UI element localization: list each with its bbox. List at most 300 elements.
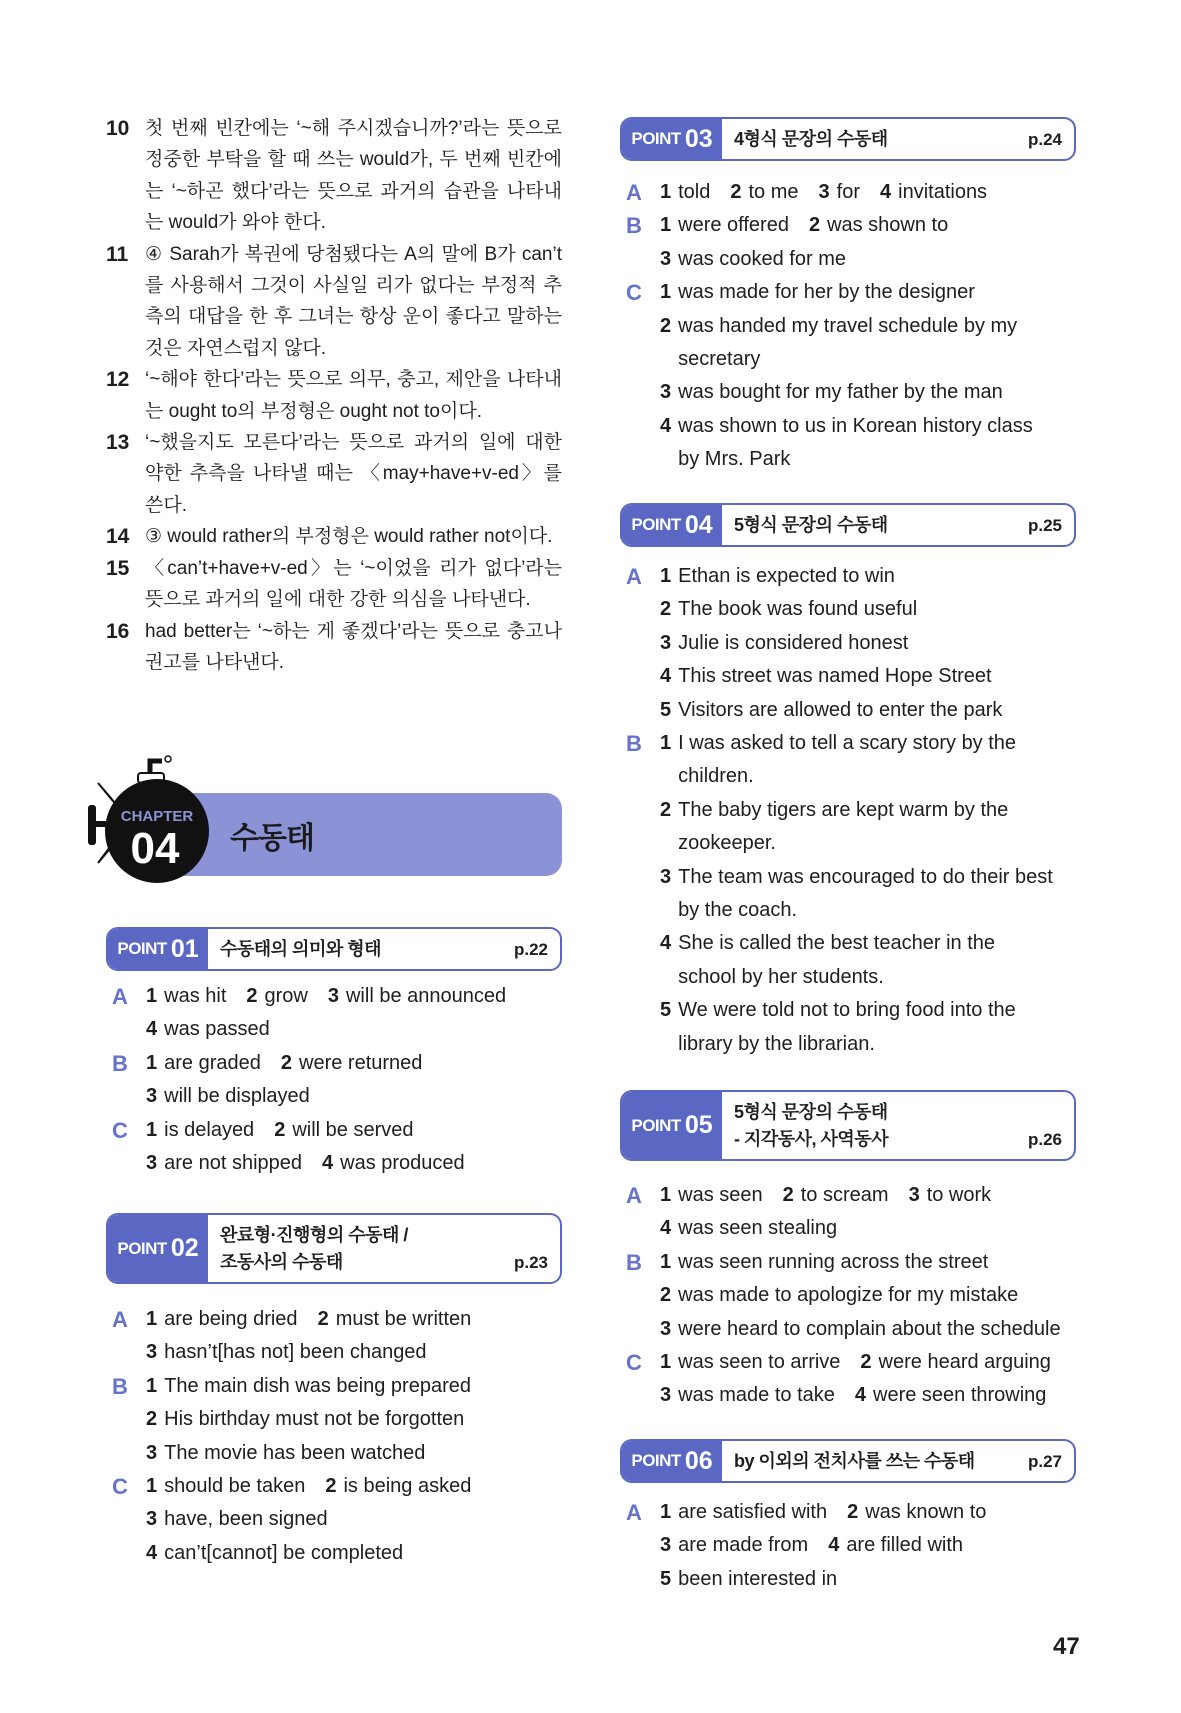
answer-text: is delayed xyxy=(164,1118,255,1141)
point-title-line: 조동사의 수동태 xyxy=(220,1251,343,1272)
answer-number: 3 xyxy=(660,865,672,888)
answer-item xyxy=(855,1379,1047,1412)
answer-text: was seen xyxy=(678,1184,763,1206)
answer-number: 3 xyxy=(660,1534,672,1557)
answer-number: 3 xyxy=(908,1184,920,1206)
answer-item xyxy=(660,660,992,693)
answer-text: hasn’t[has not] been changed xyxy=(164,1341,427,1364)
answer-line xyxy=(626,660,1073,693)
section-letter: A xyxy=(112,1307,128,1332)
answer-line xyxy=(626,1346,1081,1379)
note-item xyxy=(106,113,562,239)
section-letter: A xyxy=(626,1500,642,1525)
answer-item xyxy=(246,980,307,1013)
answer-text: were returned xyxy=(299,1051,423,1074)
chapter-number: 04 xyxy=(130,824,180,873)
answer-text: She is called the best teacher in the school by her students. xyxy=(678,932,995,988)
point-number: 03 xyxy=(684,124,713,153)
answer-item xyxy=(660,376,1003,409)
answer-line xyxy=(112,1047,526,1080)
answer-text: We were told not to bring food into the library by the librarian. xyxy=(678,999,1016,1055)
point-header-03 xyxy=(620,117,1076,161)
answer-text: will be displayed xyxy=(164,1085,310,1108)
answer-item xyxy=(146,980,226,1013)
answer-text: was seen running across the street xyxy=(678,1250,989,1273)
answer-number: 3 xyxy=(146,1085,158,1108)
point-page-ref: p.24 xyxy=(1027,130,1062,149)
note-text: 〈can’t+have+v-ed〉는 ‘~이었을 리가 없다’라는 뜻으로 과거의 일에 대한 강한 의심을 나타낸다. xyxy=(145,557,562,611)
answer-text: been interested in xyxy=(678,1567,838,1590)
answer-line xyxy=(112,1537,491,1570)
section-letter: C xyxy=(626,280,642,306)
answer-line xyxy=(626,310,1053,377)
answer-line xyxy=(112,1437,491,1470)
answer-text: I was asked to tell a scary story by the children. xyxy=(678,732,1017,788)
answer-item xyxy=(847,1496,986,1529)
answer-item xyxy=(146,1537,403,1570)
answer-number: 3 xyxy=(327,985,339,1007)
answer-item xyxy=(146,1013,270,1046)
answer-line xyxy=(626,1279,1081,1312)
point-header-05 xyxy=(620,1090,1076,1161)
answer-item xyxy=(660,593,917,626)
answer-item xyxy=(146,1336,427,1369)
answer-number: 1 xyxy=(146,1308,158,1330)
answer-item xyxy=(660,1346,840,1379)
answer-item xyxy=(660,410,1033,477)
answer-item xyxy=(146,1303,298,1336)
answer-item xyxy=(660,994,1016,1061)
point-title-line: 4형식 문장의 수동태 xyxy=(734,128,888,149)
note-number: 13 xyxy=(106,431,130,455)
answer-line xyxy=(112,1370,491,1403)
answers-point-03 xyxy=(626,176,1053,477)
answer-item xyxy=(819,176,860,209)
point-page-ref: p.26 xyxy=(1027,1130,1062,1149)
answer-text: should be taken xyxy=(164,1475,306,1498)
answer-number: 1 xyxy=(660,281,672,304)
answer-text: The movie has been watched xyxy=(164,1441,426,1464)
answer-item xyxy=(325,1470,471,1503)
answer-number: 1 xyxy=(146,985,158,1007)
answer-number: 4 xyxy=(660,932,672,955)
point-word: POINT xyxy=(631,129,681,148)
answer-item xyxy=(828,1529,963,1562)
answer-line xyxy=(626,560,1073,593)
answer-number: 3 xyxy=(660,247,672,270)
answer-number: 4 xyxy=(660,665,672,688)
answer-number: 3 xyxy=(660,631,672,654)
section-letter: A xyxy=(626,564,642,589)
answer-text: were seen throwing xyxy=(873,1384,1047,1407)
answer-item xyxy=(660,209,789,242)
answer-line xyxy=(112,1114,526,1147)
answer-number: 4 xyxy=(828,1534,840,1557)
answer-number: 3 xyxy=(146,1341,158,1364)
note-text: ‘~해야 한다’라는 뜻으로 의무, 충고, 제안을 나타내는 ought to의 부정형은 ought not to이다. xyxy=(145,369,562,422)
point-title-line: 수동태의 의미와 형태 xyxy=(220,938,381,959)
answer-number: 3 xyxy=(660,381,672,404)
point-title-line: 5형식 문장의 수동태 xyxy=(734,1101,888,1122)
answer-line xyxy=(626,410,1053,477)
point-word: POINT xyxy=(631,515,681,534)
answer-number: 4 xyxy=(322,1152,334,1175)
answer-item xyxy=(660,1279,1018,1312)
answer-number: 3 xyxy=(660,1384,672,1407)
answer-line xyxy=(626,727,1073,794)
answer-text: are made from xyxy=(678,1534,809,1557)
answer-number: 2 xyxy=(860,1351,872,1374)
answer-item xyxy=(146,1147,302,1180)
answer-item xyxy=(660,1313,1061,1346)
point-header-06 xyxy=(620,1439,1076,1483)
answer-line xyxy=(112,980,526,1013)
section-letter: B xyxy=(626,731,642,757)
answer-text: Ethan is expected to win xyxy=(678,565,895,587)
answer-text: was made for her by the designer xyxy=(678,281,975,304)
answer-number: 1 xyxy=(146,1475,158,1498)
answer-text: are satisfied with xyxy=(678,1501,828,1523)
answer-line xyxy=(112,1403,491,1436)
point-title xyxy=(208,1215,560,1282)
note-number: 15 xyxy=(106,556,130,580)
answer-text: was bought for my father by the man xyxy=(678,381,1003,404)
answer-number: 5 xyxy=(660,698,672,721)
answer-line xyxy=(112,1470,491,1503)
answer-number: 2 xyxy=(325,1475,337,1498)
answer-number: 3 xyxy=(146,1441,158,1464)
point-word: POINT xyxy=(631,1451,681,1470)
answer-text: was handed my travel schedule by my secretary xyxy=(678,314,1018,371)
answer-number: 2 xyxy=(660,1284,672,1307)
section-letter: A xyxy=(112,984,128,1009)
answer-number: 2 xyxy=(660,798,672,821)
answer-number: 2 xyxy=(317,1308,329,1330)
answers-point-04 xyxy=(626,560,1073,1061)
section-letter: B xyxy=(112,1050,128,1076)
point-page-ref: p.23 xyxy=(513,1253,548,1272)
answer-text: to scream xyxy=(800,1184,889,1206)
answer-item xyxy=(660,276,975,309)
answer-number: 2 xyxy=(660,598,672,621)
answer-number: 1 xyxy=(660,181,672,203)
answer-item xyxy=(660,1563,837,1596)
note-text: ④ Sarah가 복권에 당첨됐다는 A의 말에 B가 can’t를 사용해서 그것이 사실일 리가 없다는 부정적 추측의 대답을 한 후 그녀는 항상 운이 좋다고 말하는 것은 자연스럽지 않다. xyxy=(145,243,562,359)
note-item xyxy=(106,616,562,679)
answer-text: Julie is considered honest xyxy=(678,631,909,654)
section-letter: C xyxy=(626,1350,642,1376)
answer-line xyxy=(626,1496,1006,1529)
point-number: 04 xyxy=(684,510,713,539)
answer-line xyxy=(626,1246,1081,1279)
answer-item xyxy=(146,1114,254,1147)
point-label xyxy=(622,1092,722,1159)
note-text: ③ would rather의 부정형은 would rather not이다. xyxy=(145,526,553,548)
point-header-04 xyxy=(620,503,1076,547)
answer-number: 4 xyxy=(146,1541,158,1564)
chapter-label: CHAPTER xyxy=(120,808,194,825)
explanation-notes xyxy=(106,113,562,678)
answer-item xyxy=(660,1246,988,1279)
note-item xyxy=(106,427,562,521)
answer-text: was shown to xyxy=(827,214,949,237)
answer-item xyxy=(909,1179,992,1212)
section-letter: A xyxy=(626,1183,642,1208)
answer-text: are not shipped xyxy=(164,1152,303,1175)
answer-number: 1 xyxy=(660,565,672,587)
answer-line xyxy=(626,1379,1081,1412)
point-number: 01 xyxy=(170,934,199,963)
answer-text: was passed xyxy=(164,1018,270,1041)
answer-text: was seen to arrive xyxy=(678,1351,841,1374)
answer-text: told xyxy=(678,181,711,203)
answer-text: will be announced xyxy=(345,985,507,1007)
chapter-title: 수동태 xyxy=(230,822,314,855)
answer-item xyxy=(809,209,948,242)
answer-text: invitations xyxy=(898,181,988,203)
answer-item xyxy=(146,1370,471,1403)
answer-item xyxy=(660,627,908,660)
answer-number: 1 xyxy=(660,1184,672,1206)
answer-text: was cooked for me xyxy=(678,247,846,270)
answer-line xyxy=(626,927,1073,994)
answer-item xyxy=(146,1080,310,1113)
answer-item xyxy=(660,1179,763,1212)
answer-number: 2 xyxy=(660,314,672,337)
point-label xyxy=(622,505,722,545)
answer-item xyxy=(318,1303,472,1336)
answer-item xyxy=(660,1529,808,1562)
answers-point-02 xyxy=(112,1303,491,1570)
answer-number: 4 xyxy=(660,1217,672,1240)
point-page-ref: p.22 xyxy=(513,940,548,959)
answer-item xyxy=(660,727,1016,794)
note-text: had better는 ‘~하는 게 좋겠다’라는 뜻으로 충고나 권고를 나타낸다. xyxy=(145,620,562,673)
answer-item xyxy=(328,980,506,1013)
answer-number: 3 xyxy=(146,1508,158,1531)
answer-line xyxy=(112,1147,526,1180)
point-page-ref: p.25 xyxy=(1027,516,1062,535)
point-title xyxy=(722,1092,1074,1159)
note-number: 16 xyxy=(106,619,130,643)
answer-item xyxy=(783,1179,889,1212)
answer-number: 1 xyxy=(660,732,672,755)
point-page-ref: p.27 xyxy=(1027,1452,1062,1471)
answer-text: were offered xyxy=(678,214,789,237)
chapter-header xyxy=(88,755,562,885)
answer-number: 5 xyxy=(660,1567,672,1590)
answer-number: 4 xyxy=(880,181,892,203)
answer-item xyxy=(880,176,987,209)
answer-text: was made to take xyxy=(678,1384,835,1407)
answer-line xyxy=(626,1529,1006,1562)
answer-text: This street was named Hope Street xyxy=(678,665,992,688)
answer-text: was produced xyxy=(340,1152,465,1175)
point-title xyxy=(722,1441,1074,1481)
section-letter: C xyxy=(112,1117,128,1143)
answer-text: The team was encouraged to do their best by the coach. xyxy=(678,865,1053,922)
answer-number: 3 xyxy=(660,1317,672,1340)
answer-text: The baby tigers are kept warm by the zookeeper. xyxy=(678,798,1009,855)
answer-item xyxy=(660,176,710,209)
answer-line xyxy=(626,1313,1081,1346)
point-word: POINT xyxy=(631,1115,681,1135)
answers-point-05 xyxy=(626,1179,1081,1413)
answer-number: 3 xyxy=(818,181,830,203)
submarine-icon xyxy=(88,755,218,885)
answer-number: 2 xyxy=(274,1118,286,1141)
answer-number: 1 xyxy=(660,214,672,237)
answer-line xyxy=(112,1013,526,1046)
answer-item xyxy=(660,1496,827,1529)
answer-item xyxy=(660,1212,837,1245)
answer-number: 4 xyxy=(146,1018,158,1041)
answer-number: 1 xyxy=(660,1250,672,1273)
answer-line xyxy=(112,1080,526,1113)
answer-text: to me xyxy=(748,181,799,203)
point-label xyxy=(108,929,208,969)
answer-item xyxy=(660,794,1008,861)
answer-line xyxy=(112,1503,491,1536)
answer-item xyxy=(660,1379,835,1412)
answer-item xyxy=(146,1403,464,1436)
answer-text: are filled with xyxy=(846,1534,964,1557)
answer-item xyxy=(660,560,895,593)
answer-number: 5 xyxy=(660,999,672,1022)
answer-number: 2 xyxy=(782,1184,794,1206)
answer-text: are graded xyxy=(164,1051,261,1074)
answer-text: grow xyxy=(264,985,308,1007)
answer-text: was hit xyxy=(164,985,227,1007)
note-item xyxy=(106,364,562,427)
answer-number: 2 xyxy=(808,214,821,237)
answer-item xyxy=(660,243,846,276)
answer-line xyxy=(626,593,1073,626)
answer-item xyxy=(146,1437,425,1470)
answer-line xyxy=(626,376,1053,409)
answer-text: are being dried xyxy=(164,1308,298,1330)
answer-item xyxy=(146,1503,328,1536)
answer-number: 2 xyxy=(146,1408,158,1431)
point-number: 05 xyxy=(684,1111,713,1139)
answer-number: 1 xyxy=(660,1501,672,1523)
point-title-line: - 지각동사, 사역동사 xyxy=(734,1128,889,1149)
answer-text: His birthday must not be forgotten xyxy=(164,1408,465,1431)
answer-text: Visitors are allowed to enter the park xyxy=(678,698,1003,721)
point-label xyxy=(622,1441,722,1481)
point-number: 02 xyxy=(170,1234,199,1262)
answer-text: The main dish was being prepared xyxy=(164,1374,471,1397)
point-title-line: by 이외의 전치사를 쓰는 수동태 xyxy=(734,1450,975,1471)
answer-text: was made to apologize for my mistake xyxy=(678,1284,1019,1307)
answer-item xyxy=(660,927,995,994)
answer-text: The book was found useful xyxy=(678,598,918,621)
answer-text: were heard to complain about the schedule xyxy=(678,1317,1061,1340)
answer-text: to work xyxy=(926,1184,992,1206)
note-item xyxy=(106,239,562,365)
section-letter: C xyxy=(112,1474,128,1500)
answer-text: will be served xyxy=(292,1118,414,1141)
point-word: POINT xyxy=(117,939,167,958)
note-number: 11 xyxy=(106,242,129,266)
answer-line xyxy=(626,1563,1006,1596)
answer-text: was known to xyxy=(865,1501,987,1523)
answer-line xyxy=(626,861,1073,928)
answer-text: was shown to us in Korean history class by Mrs. Park xyxy=(678,414,1033,471)
answer-number: 1 xyxy=(146,1374,158,1397)
chapter-band xyxy=(158,793,562,876)
answer-item xyxy=(281,1047,423,1080)
answer-line xyxy=(626,1179,1081,1212)
page-number: 47 xyxy=(1053,1633,1080,1660)
answer-number: 4 xyxy=(854,1384,866,1407)
answer-number: 2 xyxy=(730,181,742,203)
answer-item xyxy=(730,176,798,209)
answer-number: 3 xyxy=(146,1152,158,1175)
answer-item xyxy=(660,694,1002,727)
answer-number: 2 xyxy=(847,1501,859,1523)
answer-line xyxy=(626,276,1053,309)
answer-item xyxy=(146,1470,305,1503)
section-letter: A xyxy=(626,180,642,205)
answer-line xyxy=(626,994,1073,1061)
point-word: POINT xyxy=(117,1238,167,1258)
answer-text: for xyxy=(836,181,860,203)
answer-line xyxy=(626,209,1053,242)
answer-line xyxy=(626,694,1073,727)
answer-item xyxy=(660,310,1017,377)
answers-point-06 xyxy=(626,1496,1006,1596)
answer-text: was seen stealing xyxy=(678,1217,838,1240)
note-number: 14 xyxy=(106,525,130,549)
answer-number: 2 xyxy=(246,985,258,1007)
point-title xyxy=(722,505,1074,545)
section-letter: B xyxy=(112,1373,128,1399)
answer-text: can’t[cannot] be completed xyxy=(164,1541,404,1564)
point-title xyxy=(722,119,1074,159)
answer-number: 2 xyxy=(280,1051,292,1074)
point-header-02 xyxy=(106,1213,562,1284)
answer-item xyxy=(274,1114,413,1147)
point-label xyxy=(108,1215,208,1282)
answer-number: 1 xyxy=(146,1118,158,1141)
point-number: 06 xyxy=(684,1446,713,1475)
answer-line xyxy=(626,1212,1081,1245)
point-title-line: 5형식 문장의 수동태 xyxy=(734,514,888,535)
answer-line xyxy=(626,243,1053,276)
answer-item xyxy=(860,1346,1050,1379)
section-letter: B xyxy=(626,1249,642,1275)
answer-text: must be written xyxy=(335,1308,472,1330)
note-number: 10 xyxy=(106,117,130,140)
note-item xyxy=(106,521,562,552)
note-text: ‘~했을지도 모른다’라는 뜻으로 과거의 일에 대한 약한 추측을 나타낼 때는 〈may+have+v-ed〉를 쓴다. xyxy=(145,432,562,516)
answer-number: 1 xyxy=(660,1351,672,1374)
point-title xyxy=(208,929,560,969)
answer-text: have, been signed xyxy=(164,1508,328,1531)
answer-line xyxy=(626,627,1073,660)
answer-number: 4 xyxy=(660,414,672,437)
point-label xyxy=(622,119,722,159)
answer-line xyxy=(112,1303,491,1336)
answer-item xyxy=(146,1047,261,1080)
answer-number: 1 xyxy=(146,1051,158,1074)
answer-text: is being asked xyxy=(343,1475,472,1498)
answer-line xyxy=(626,176,1053,209)
note-text: 첫 번째 빈칸에는 ‘~해 주시겠습니까?’라는 뜻으로 정중한 부탁을 할 때 쓰는 would가, 두 번째 빈칸에는 ‘~하곤 했다’라는 뜻으로 과거의 습관을 나타내는 would가 와야 한다. xyxy=(145,118,562,234)
answer-item xyxy=(322,1147,465,1180)
point-header-01 xyxy=(106,927,562,971)
